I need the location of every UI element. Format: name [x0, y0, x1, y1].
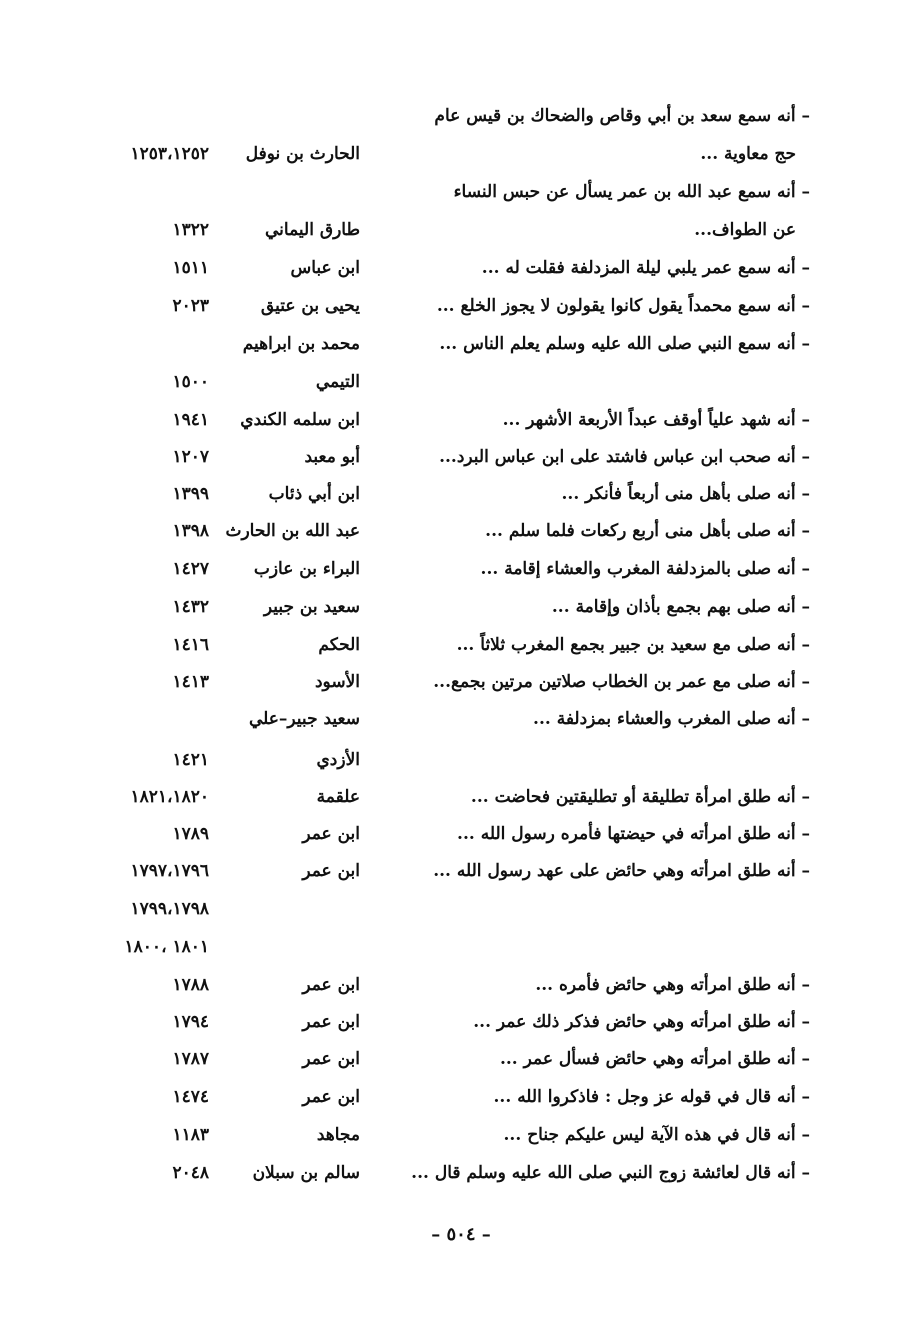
entry-text: – أنه سمع سعد بن أبي وقاص والضحاك بن قيس عام [434, 106, 810, 126]
hadith-number: ١٢٥٣،١٢٥٢ [130, 144, 209, 164]
narrator-name: الأسود [314, 672, 360, 692]
index-row [0, 288, 922, 325]
index-row [0, 1155, 922, 1192]
hadith-number: ١٧٨٨ [172, 975, 209, 995]
hadith-number: ١١٨٣ [172, 1125, 209, 1145]
index-row [0, 174, 922, 211]
narrator-name: طارق اليماني [265, 220, 360, 240]
index-row [0, 476, 922, 513]
entry-text: – أنه صلى بهم بجمع بأذان وإقامة ... [551, 597, 810, 617]
index-row [0, 1079, 922, 1116]
hadith-number: ١٧٩٤ [172, 1012, 209, 1032]
entry-text: – أنه صلى المغرب والعشاء بمزدلفة ... [533, 709, 810, 729]
narrator-name: الحارث بن نوفل [245, 144, 360, 164]
index-row [0, 929, 922, 966]
entry-text: – أنه قال في هذه الآية ليس عليكم جناح ... [503, 1125, 810, 1145]
hadith-number: ١٧٩٩،١٧٩٨ [130, 899, 209, 919]
narrator-name: ابن عمر [302, 861, 360, 881]
index-row [0, 250, 922, 287]
entry-text: – أنه طلق امرأته وهي حائض فأمره ... [535, 975, 810, 995]
entry-text: – أنه سمع عمر يلبي ليلة المزدلفة فقلت له ... [481, 258, 810, 278]
narrator-name: أبو معبد [304, 447, 360, 467]
page-number: – ٥٠٤ – [431, 1224, 491, 1245]
hadith-number: ١٥١١ [172, 258, 209, 278]
hadith-number: ١٤١٦ [172, 635, 209, 655]
entry-text: – أنه صلى بأهل منى أربع ركعات فلما سلم ... [485, 521, 810, 541]
index-row [0, 891, 922, 928]
entry-text: – أنه طلق امرأته في حيضتها فأمره رسول الله ... [457, 824, 810, 844]
narrator-name: الحكم [318, 635, 360, 655]
narrator-name: سالم بن سبلان [252, 1163, 360, 1183]
hadith-number: ١٨٢١،١٨٢٠ [130, 787, 209, 807]
entry-text: – أنه صحب ابن عباس فاشتد على ابن عباس البرد... [439, 447, 810, 467]
hadith-number: ١٣٢٢ [172, 220, 209, 240]
index-row [0, 779, 922, 816]
narrator-name: ابن عمر [302, 1049, 360, 1069]
index-row [0, 742, 922, 779]
index-row [0, 853, 922, 890]
entry-text: – أنه سمع عبد الله بن عمر يسأل عن حبس النساء [453, 182, 810, 202]
index-row [0, 551, 922, 588]
hadith-number: ٢٠٤٨ [172, 1163, 209, 1183]
hadith-number: ١٩٤١ [172, 410, 209, 430]
index-row [0, 513, 922, 550]
index-row [0, 1041, 922, 1078]
hadith-number: ١٧٨٩ [172, 824, 209, 844]
index-row [0, 627, 922, 664]
index-row [0, 136, 922, 173]
entry-text: – أنه صلى بالمزدلفة المغرب والعشاء إقامة ... [480, 559, 810, 579]
entry-text: – أنه صلى مع عمر بن الخطاب صلاتين مرتين بجمع... [433, 672, 810, 692]
entry-text: عن الطواف... [694, 220, 796, 240]
entry-text: – أنه سمع النبي صلى الله عليه وسلم يعلم الناس ... [439, 334, 810, 354]
entry-text: – أنه قال في قوله عز وجل : فاذكروا الله ... [493, 1087, 810, 1107]
narrator-name: ابن عمر [302, 824, 360, 844]
index-row [0, 402, 922, 439]
entry-text: – أنه طلق امرأته وهي حائض فذكر ذلك عمر ... [473, 1012, 810, 1032]
narrator-name: محمد بن ابراهيم [242, 334, 360, 354]
narrator-name: ابن عمر [302, 1012, 360, 1032]
narrator-name: سعيد جبير–علي [248, 709, 360, 729]
index-row [0, 439, 922, 476]
narrator-name: ابن سلمه الكندي [240, 410, 360, 430]
entry-text: – أنه قال لعائشة زوج النبي صلى الله عليه وسلم قال ... [411, 1163, 810, 1183]
narrator-name: التيمي [315, 372, 360, 392]
index-row [0, 1117, 922, 1154]
index-row [0, 212, 922, 249]
index-row [0, 589, 922, 626]
narrator-name: يحيى بن عتيق [260, 296, 360, 316]
narrator-name: ابن عباس [290, 258, 360, 278]
entry-text: – أنه طلق امرأة تطليقة أو تطليقتين فحاضت ... [470, 787, 810, 807]
entry-text: – أنه صلى مع سعيد بن جبير بجمع المغرب ثلاثاً ... [456, 635, 810, 655]
index-row [0, 326, 922, 363]
index-row [0, 967, 922, 1004]
hadith-number: ١٤٧٤ [172, 1087, 209, 1107]
hadith-number: ١٤٢١ [172, 750, 209, 770]
entry-text: – أنه طلق امرأته وهي حائض فسأل عمر ... [499, 1049, 810, 1069]
hadith-number: ١٢٠٧ [172, 447, 209, 467]
narrator-name: ابن أبي ذئاب [268, 484, 360, 504]
hadith-number: ١٧٩٧،١٧٩٦ [130, 861, 209, 881]
narrator-name: عبد الله بن الحارث [225, 521, 360, 541]
hadith-number: ١٧٨٧ [172, 1049, 209, 1069]
entry-text: – أنه سمع محمداً يقول كانوا يقولون لا يجوز الخلع ... [436, 296, 810, 316]
narrator-name: مجاهد [316, 1125, 360, 1145]
narrator-name: البراء بن عازب [253, 559, 360, 579]
hadith-number: ١٤٣٢ [172, 597, 209, 617]
index-row [0, 1004, 922, 1041]
hadith-number: ٢٠٢٣ [172, 296, 209, 316]
entry-text: – أنه شهد علياً أوقف عبداً الأربعة الأشهر ... [502, 410, 810, 430]
hadith-number: ١٤٢٧ [172, 559, 209, 579]
hadith-number: ١٣٩٨ [172, 521, 209, 541]
hadith-number: ١٣٩٩ [172, 484, 209, 504]
entry-text: – أنه صلى بأهل منى أربعاً فأنكر ... [561, 484, 810, 504]
narrator-name: الأزدي [316, 750, 360, 770]
index-row [0, 364, 922, 401]
narrator-name: ابن عمر [302, 1087, 360, 1107]
hadith-number: ١٤١٣ [172, 672, 209, 692]
index-row [0, 664, 922, 701]
narrator-name: سعيد بن جبير [263, 597, 360, 617]
index-row [0, 701, 922, 738]
entry-text: – أنه طلق امرأته وهي حائض على عهد رسول الله ... [433, 861, 810, 881]
narrator-name: ابن عمر [302, 975, 360, 995]
entry-text: حج معاوية ... [700, 144, 796, 164]
index-row [0, 816, 922, 853]
hadith-number: ١٨٠١ ،١٨٠٠ [124, 937, 209, 957]
narrator-name: علقمة [316, 787, 360, 807]
index-row [0, 98, 922, 135]
hadith-number: ١٥٠٠ [172, 372, 209, 392]
